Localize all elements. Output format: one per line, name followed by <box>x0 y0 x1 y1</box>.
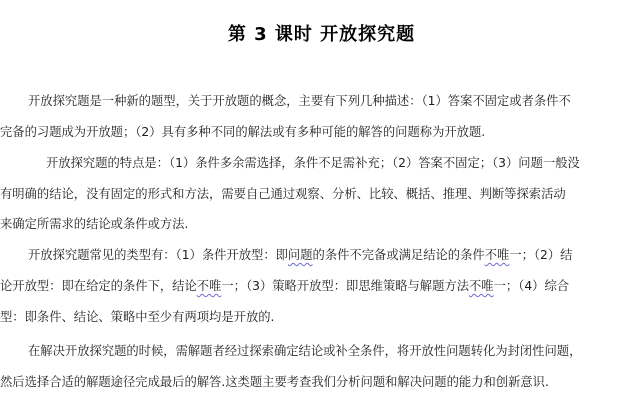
paragraph-1-line-2: 完备的习题成为开放题；（2）具有多种不同的解法或有多种可能的解答的问题称为开放题. <box>0 125 486 139</box>
document-title: 第 3 课时 开放探究题 <box>227 24 416 45</box>
paragraph-3-line-2 <box>0 278 569 294</box>
text-segment: 一；（3）策略开放型：即思维策略与解题方法 <box>221 279 469 293</box>
text-segment: 一；（4）综合 <box>493 279 570 293</box>
spellcheck-marked-word: 不唯 <box>484 248 510 262</box>
paragraph-2-line-1: 开放探究题的特点是：（1）条件多余需选择，条件不足需补充；（2）答案不固定；（3）问题一般没 <box>46 156 580 170</box>
text-segment: 一；（2）结 <box>509 248 573 262</box>
spellcheck-marked-word: 问题 <box>287 248 313 262</box>
text-segment: 的条件不完备或满足结论的条件 <box>312 248 485 262</box>
paragraph-4-line-2: 然后选择合适的解题途径完成最后的解答.这类题主要考查我们分析问题和解决问题的能力和创新意识. <box>0 375 549 389</box>
paragraph-1-line-1: 开放探究题是一种新的题型，关于开放题的概念，主要有下列几种描述：（1）答案不固定或者条件不 <box>28 94 571 108</box>
paragraph-4-line-1: 在解决开放探究题的时候，需解题者经过探索确定结论或补全条件，将开放性问题转化为封闭性问题， <box>28 344 582 358</box>
text-segment: 开放探究题常见的类型有：（1）条件开放型：即 <box>28 248 288 262</box>
text-segment: 论开放型：即在给定的条件下，结论 <box>0 279 197 293</box>
paragraph-3-line-1 <box>28 247 572 263</box>
paragraph-2-line-2: 有明确的结论，没有固定的形式和方法，需要自己通过观察、分析、比较、概括、推理、判断等探索活动 <box>0 187 566 201</box>
spellcheck-marked-word: 不唯 <box>469 279 494 293</box>
spellcheck-marked-word: 不唯 <box>196 279 222 293</box>
paragraph-3-line-3: 型：即条件、结论、策略中至少有两项均是开放的. <box>0 310 275 324</box>
paragraph-2-line-3: 来确定所需求的结论或条件或方法. <box>0 217 189 231</box>
